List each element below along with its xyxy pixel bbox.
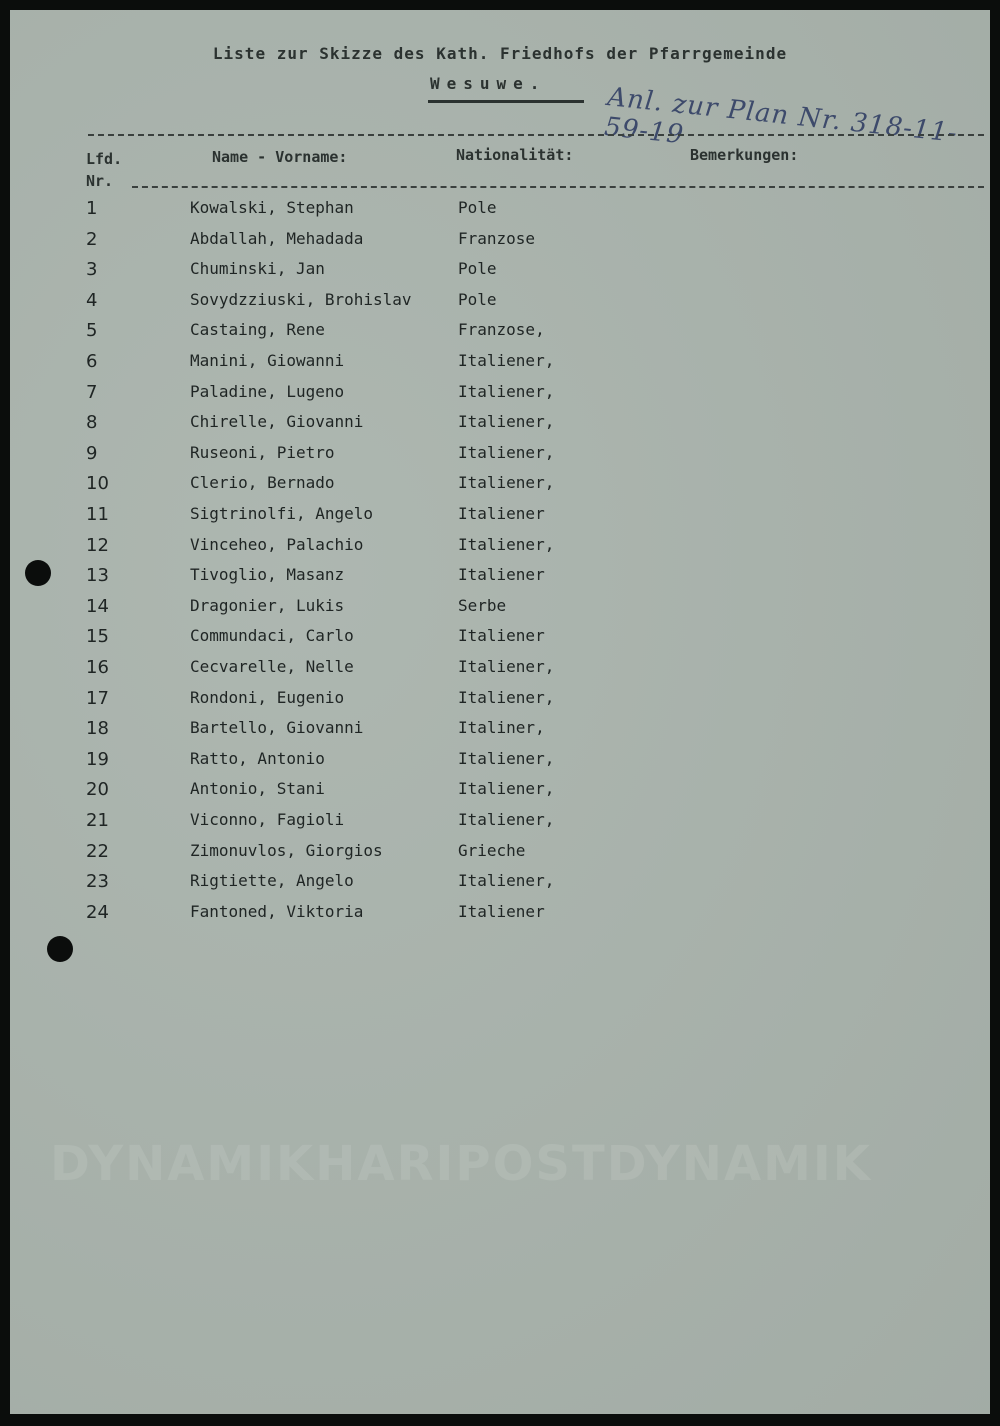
table-row bbox=[10, 871, 990, 899]
entry-number: 19 bbox=[86, 748, 109, 770]
table-row bbox=[10, 626, 990, 654]
entry-name: Fantoned, Viktoria bbox=[190, 901, 364, 921]
entry-number: 17 bbox=[86, 687, 109, 709]
table-row bbox=[10, 198, 990, 226]
parish-underline bbox=[428, 100, 584, 103]
entry-number: 10 bbox=[86, 473, 109, 495]
entry-name: Antonio, Stani bbox=[190, 779, 325, 799]
header-nationality: Nationalität: bbox=[456, 146, 574, 164]
entry-name: Rigtiette, Angelo bbox=[190, 871, 354, 891]
entry-number: 23 bbox=[86, 871, 109, 893]
entry-number: 8 bbox=[86, 412, 98, 434]
table-row bbox=[10, 535, 990, 563]
entry-name: Ratto, Antonio bbox=[190, 748, 325, 768]
table-row bbox=[10, 290, 990, 318]
table-row bbox=[10, 657, 990, 685]
entry-name: Castaing, Rene bbox=[190, 320, 325, 340]
entry-nationality: Italiener, bbox=[458, 351, 555, 370]
entry-name: Viconno, Fagioli bbox=[190, 810, 345, 829]
handwritten-note: Anl. zur Plan Nr. 318-11-59-19 bbox=[602, 82, 960, 151]
table-row bbox=[10, 810, 990, 838]
header-name: Name - Vorname: bbox=[212, 148, 348, 166]
entry-number: 4 bbox=[86, 289, 98, 311]
entry-name: Paladine, Lugeno bbox=[190, 381, 345, 401]
entry-name: Manini, Giowanni bbox=[190, 351, 345, 370]
entry-name: Sigtrinolfi, Angelo bbox=[190, 504, 374, 523]
header-remarks: Bemerkungen: bbox=[690, 146, 799, 164]
entry-nationality: Italiener bbox=[458, 901, 545, 921]
table-row bbox=[10, 749, 990, 777]
entry-name: Clerio, Bernado bbox=[190, 473, 335, 493]
watermark: DYNAMIKHARIPOSTDYNAMIK bbox=[50, 1136, 872, 1192]
table-row bbox=[10, 902, 990, 930]
entry-name: Rondoni, Eugenio bbox=[190, 687, 345, 707]
entry-nationality: Pole bbox=[458, 198, 497, 217]
entry-nationality: Italiener, bbox=[458, 871, 555, 891]
entry-number: 2 bbox=[86, 228, 98, 250]
entry-name: Chuminski, Jan bbox=[190, 259, 325, 279]
entry-number: 20 bbox=[86, 779, 109, 801]
entry-nationality: Pole bbox=[458, 289, 497, 309]
entry-nationality: Franzose, bbox=[458, 320, 545, 340]
entry-nationality: Grieche bbox=[458, 840, 526, 860]
entry-name: Commundaci, Carlo bbox=[190, 626, 354, 646]
entry-number: 15 bbox=[86, 626, 109, 648]
table-row bbox=[10, 229, 990, 257]
entry-nationality: Italiener, bbox=[458, 442, 555, 462]
entry-nationality: Italiener bbox=[458, 504, 545, 523]
entry-nationality: Italiener, bbox=[458, 810, 555, 829]
entry-name: Abdallah, Mehadada bbox=[190, 228, 364, 248]
table-row bbox=[10, 841, 990, 869]
entry-name: Zimonuvlos, Giorgios bbox=[190, 840, 383, 860]
entry-nationality: Pole bbox=[458, 259, 497, 279]
punch-hole-bottom bbox=[47, 936, 73, 962]
entry-number: 16 bbox=[86, 657, 109, 678]
entry-nationality: Italiener, bbox=[458, 657, 555, 676]
entry-name: Vinceheo, Palachio bbox=[190, 534, 364, 554]
parish-name: Wesuwe. bbox=[430, 74, 547, 93]
document-title: Liste zur Skizze des Kath. Friedhofs der Pfarrgemeinde bbox=[212, 44, 788, 63]
entry-name: Dragonier, Lukis bbox=[190, 595, 345, 615]
entry-name: Tivoglio, Masanz bbox=[190, 565, 345, 585]
entry-number: 12 bbox=[86, 534, 109, 556]
table-row bbox=[10, 412, 990, 440]
table-row bbox=[10, 779, 990, 807]
entry-name: Kowalski, Stephan bbox=[190, 198, 354, 217]
entry-number: 24 bbox=[86, 901, 109, 923]
entry-number: 7 bbox=[86, 381, 98, 403]
entry-name: Bartello, Giovanni bbox=[190, 718, 364, 738]
table-row bbox=[10, 259, 990, 287]
entry-number: 6 bbox=[86, 351, 98, 372]
header-nr: Lfd. Nr. bbox=[86, 150, 123, 190]
entry-number: 18 bbox=[86, 718, 109, 740]
entry-nationality: Italiener, bbox=[458, 687, 555, 707]
table-row bbox=[10, 688, 990, 716]
entry-nationality: Franzose bbox=[458, 228, 536, 248]
table-row bbox=[10, 504, 990, 532]
entry-number: 9 bbox=[86, 442, 98, 464]
entry-nationality: Italiener, bbox=[458, 381, 555, 401]
table-row bbox=[10, 443, 990, 471]
entry-nationality: Italiener, bbox=[458, 534, 555, 554]
entry-nationality: Italiener bbox=[458, 626, 545, 646]
entry-number: 11 bbox=[86, 504, 109, 525]
entry-number: 3 bbox=[86, 259, 98, 281]
entry-nationality: Italiener bbox=[458, 565, 545, 585]
table-row bbox=[10, 565, 990, 593]
entry-nationality: Italiener, bbox=[458, 412, 555, 432]
entry-nationality: Italiener, bbox=[458, 473, 555, 493]
entry-number: 21 bbox=[86, 810, 109, 831]
table-row bbox=[10, 596, 990, 624]
entry-name: Sovydzziuski, Brohislav bbox=[190, 289, 412, 309]
table-row bbox=[10, 718, 990, 746]
punch-hole-top bbox=[25, 560, 51, 586]
header-top-rule bbox=[88, 134, 984, 136]
entry-name: Chirelle, Giovanni bbox=[190, 412, 364, 432]
entry-nationality: Italiener, bbox=[458, 779, 555, 799]
document-page bbox=[10, 10, 990, 1414]
entry-number: 22 bbox=[86, 840, 109, 862]
entry-number: 13 bbox=[86, 565, 109, 587]
table-row bbox=[10, 351, 990, 379]
entry-number: 5 bbox=[86, 320, 98, 342]
table-row bbox=[10, 382, 990, 410]
entry-number: 1 bbox=[86, 198, 98, 219]
entry-nationality: Italiner, bbox=[458, 718, 545, 738]
entry-name: Cecvarelle, Nelle bbox=[190, 657, 354, 676]
header-bottom-rule bbox=[132, 186, 984, 188]
entry-number: 14 bbox=[86, 595, 109, 617]
entry-nationality: Italiener, bbox=[458, 748, 555, 768]
entry-nationality: Serbe bbox=[458, 595, 507, 615]
table-row bbox=[10, 320, 990, 348]
table-row bbox=[10, 473, 990, 501]
entry-name: Ruseoni, Pietro bbox=[190, 442, 335, 462]
